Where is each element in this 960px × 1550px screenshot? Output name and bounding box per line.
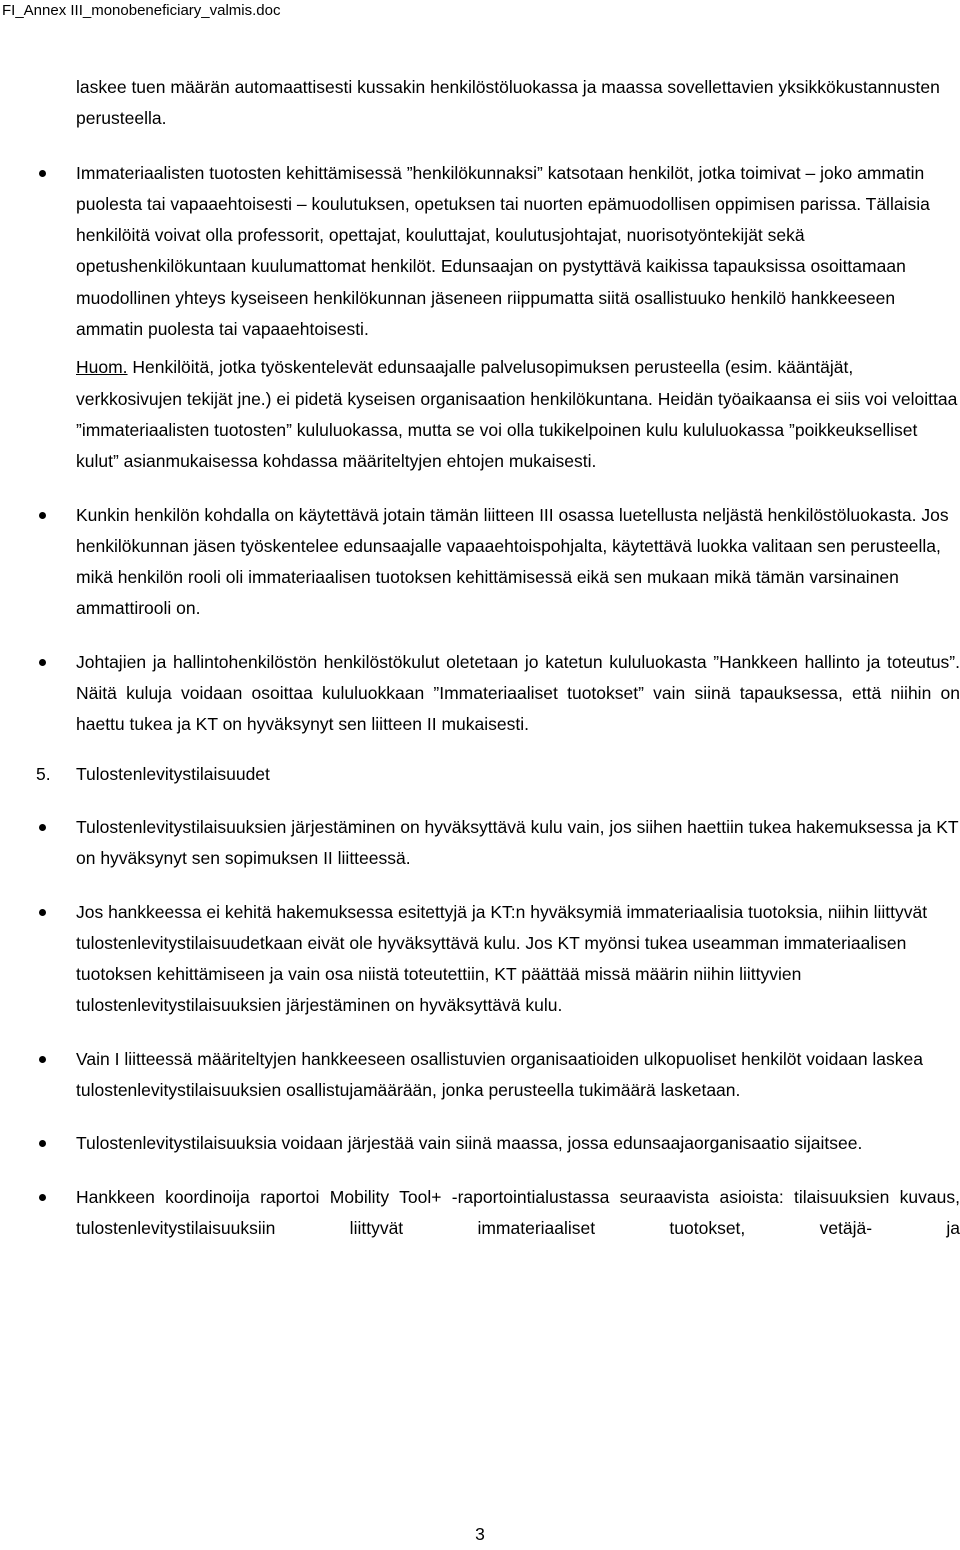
bullet-item-event-eligibility — [76, 812, 960, 875]
bullet-item-staff-definition — [76, 158, 960, 478]
bullet-text: Hankkeen koordinoija raportoi Mobility Tool+ -raportointialustassa seuraavista asioista: tilaisuuksien kuvaus, tulostenlevitystilaisuuksiin liittyvät immateriaaliset tuotokset, vetäjä- ja — [76, 1186, 960, 1238]
bullet-item-staff-category — [76, 500, 960, 625]
bullet-text: Tulostenlevitystilaisuuksien järjestäminen on hyväksyttävä kulu vain, jos siihen haettiin tukea hakemuksessa ja KT on hyväksynyt sen sopimuksen II liitteessä. — [76, 816, 959, 869]
bullet-text: Tulostenlevitystilaisuuksia voidaan järjestää vain siinä maassa, jossa edunsaajaorganisaatio sijaitsee. — [76, 1133, 863, 1154]
note-paragraph — [76, 352, 960, 477]
section-heading — [36, 759, 960, 790]
bullet-icon — [39, 824, 46, 831]
note-text: Henkilöitä, jotka työskentelevät edunsaajalle palvelusopimuksen perusteella (esim. kääntäjät, verkkosivujen tekijät jne.) ei pidetä kyseisen organisaation henkilökuntana. Heidän työaikaansa ei siis voi veloittaa ”immateriaalisten tuotosten” kululuokassa, mutta se voi olla tukikelpoinen kulu kululuokassa ”poikkeukselliset kulut” asianmukaisessa kohdassa määriteltyjen ehtojen mukaisesti. — [76, 357, 958, 472]
bullet-text: Johtajien ja hallintohenkilöstön henkilöstökulut oletetaan jo katetun kululuokasta ”Hankkeen hallinto ja toteutus”. Näitä kuluja voidaan osoittaa kululuokkaan ”Immateriaaliset tuotokset” vain siinä tapauksessa, että niihin on haettu tukea ja KT on hyväksynyt sen liitteen II mukaisesti. — [76, 651, 960, 735]
bullet-item-management-costs — [76, 647, 960, 741]
paragraph-continuation: laskee tuen määrän automaattisesti kussakin henkilöstöluokassa ja maassa sovellettavien yksikkökustannusten perusteella. — [76, 77, 940, 129]
bullet-item-external-participants — [76, 1044, 960, 1107]
bullet-item-event-location — [76, 1128, 960, 1159]
note-label: Huom. — [76, 357, 128, 378]
page-number: 3 — [475, 1524, 485, 1544]
bullet-icon — [39, 909, 46, 916]
bullet-item-outputs-not-developed — [76, 897, 960, 1022]
bullet-icon — [39, 1194, 46, 1201]
document-filename: FI_Annex III_monobeneficiary_valmis.doc — [2, 2, 281, 19]
bullet-icon — [39, 1056, 46, 1063]
document-body — [36, 72, 960, 1244]
bullet-text: Immateriaalisten tuotosten kehittämisessä ”henkilökunnaksi” katsotaan henkilöt, jotka toimivat – joko ammatin puolesta tai vapaaehtoisesti – koulutuksen, opetuksen tai nuorten epämuodollisen oppimisen parissa. Tällaisia henkilöitä voivat olla professorit, opettajat, kouluttajat, koulutusjohtajat, nuorisotyöntekijät sekä opetushenkilökuntaan kuulumattomat henkilöt. Edunsaajan on pystyttävä kaikissa tapauksissa osoittamaan muodollinen yhteys kyseiseen henkilökunnan jäseneen riippumatta siitä osallistuuko henkilö hankkeeseen ammatin puolesta tai vapaaehtoisesti. — [76, 162, 930, 340]
bullet-text: Kunkin henkilön kohdalla on käytettävä jotain tämän liitteen III osassa luetellusta neljästä henkilöstöluokasta. Jos henkilökunnan jäsen työskentelee edunsaajalle vapaaehtoispohjalta, käytettävä luokka valitaan sen perusteella, mikä henkilön rooli oli immateriaalisen tuotoksen kehittämisessä eikä sen mukaan mikä tämän varsinainen ammattirooli on. — [76, 504, 949, 619]
section-number: 5. — [36, 763, 51, 784]
bullet-item-reporting — [76, 1182, 960, 1245]
bullet-text: Vain I liitteessä määriteltyjen hankkeeseen osallistuvien organisaatioiden ulkopuoliset henkilöt voidaan laskea tulostenlevitystilaisuuksien osallistujamäärään, jonka perusteella tukimäärä lasketaan. — [76, 1048, 923, 1101]
bullet-icon — [39, 512, 46, 519]
bullet-icon — [39, 659, 46, 666]
bullet-icon — [39, 170, 46, 177]
section-title: Tulostenlevitystilaisuudet — [76, 763, 270, 784]
bullet-icon — [39, 1140, 46, 1147]
bullet-text: Jos hankkeessa ei kehitä hakemuksessa esitettyjä ja KT:n hyväksymiä immateriaalisia tuotoksia, niihin liittyvät tulostenlevitystilaisuudetkaan eivät ole hyväksyttävä kulu. Jos KT myönsi tukea useamman immateriaalisen tuotoksen kehittämiseen ja vain osa niistä toteutettiin, KT päättää missä määrin niihin liittyvien tulostenlevitystilaisuuksien järjestäminen on hyväksyttävä kulu. — [76, 901, 928, 1016]
